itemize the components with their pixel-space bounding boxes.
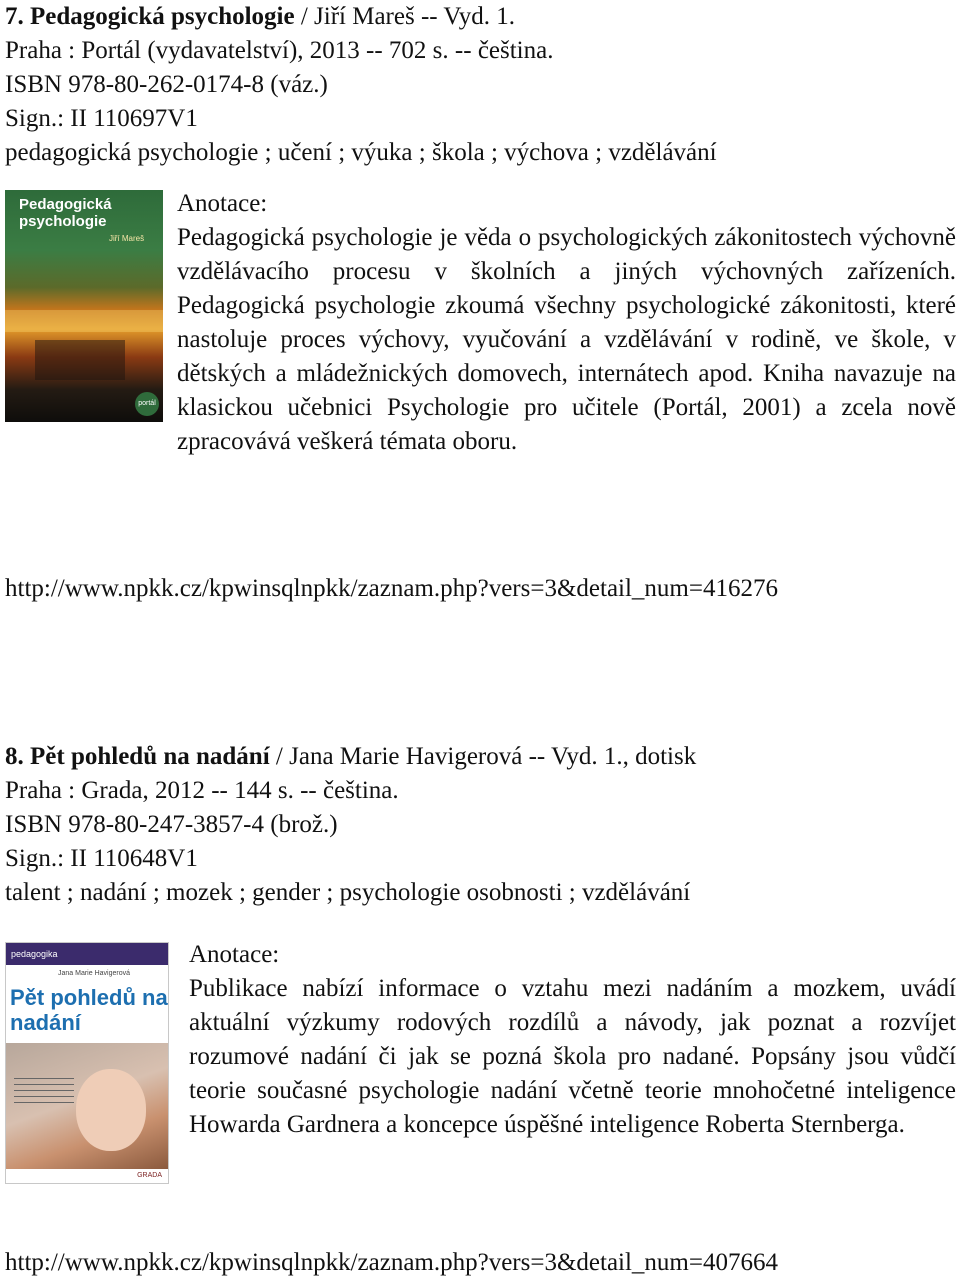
cover-art-shape <box>35 340 125 380</box>
record-title-line <box>5 0 956 34</box>
record-publisher: Praha : Grada, 2012 -- 144 s. -- čeština. <box>5 777 399 804</box>
record-number: 7. <box>5 3 24 30</box>
record-author-edition: / Jiří Mareš -- Vyd. 1. <box>294 3 515 30</box>
record-title: Pedagogická psychologie <box>30 3 295 30</box>
cover-series: pedagogika <box>6 943 168 965</box>
book-cover-image <box>5 942 169 1184</box>
cover-photo-face <box>76 1069 146 1151</box>
cover-author: Jana Marie Havigerová <box>58 970 130 977</box>
record-keywords: pedagogická psychologie ; učení ; výuka ; škola ; výchova ; vzdělávání <box>5 139 717 166</box>
cover-art-stripe <box>5 310 163 332</box>
cover-title: Pedagogická psychologie <box>19 196 112 230</box>
record-isbn: ISBN 978-80-247-3857-4 (brož.) <box>5 811 338 838</box>
annotation-label: Anotace: <box>189 941 280 968</box>
record-title-line <box>5 740 956 774</box>
record-signature: Sign.: II 110648V1 <box>5 845 198 872</box>
cover-publisher-logo: portál <box>135 392 159 416</box>
annotation-text: Pedagogická psychologie je věda o psychologických zákonitostech výchovně vzdělávacího procesu v školních a jiných výchovných zařízeních. Pedagogická psychologie zkoumá všechny psychologické zákonitosti, které nastoluje proces výchovy, vyučování a vzdělávání v rodině, ve škole, v dětských a mládežnických domovech, internátech apod. Kniha navazuje na klasickou učebnici Psychologie pro učitele (Portál, 2001) a zcela nově zpracovává veškerá témata oboru. <box>177 224 956 455</box>
record-number: 8. <box>5 743 24 770</box>
record-7 <box>5 0 956 459</box>
annotation-text: Publikace nabízí informace o vztahu mezi nadáním a mozkem, uvádí aktuální výzkumy rodových rozdílů a návody, jak poznat a rozvíjet rozumové nadání či jak se pozná škola pro nadané. Popsány jsou vůdčí teorie současné psychologie nadání včetně teorie mnohočetné inteligence Howarda Gardnera a koncepce úspěšné inteligence Roberta Sternberga. <box>189 975 956 1138</box>
cover-contents-list <box>14 1075 74 1135</box>
cover-publisher-logo: GRADA <box>137 1172 162 1179</box>
record-8 <box>5 740 956 1188</box>
record-author-edition: / Jana Marie Havigerová -- Vyd. 1., dotisk <box>269 743 697 770</box>
record-publisher: Praha : Portál (vydavatelství), 2013 -- 702 s. -- čeština. <box>5 37 554 64</box>
record-link[interactable]: http://www.npkk.cz/kpwinsqlnpkk/zaznam.php?vers=3&detail_num=416276 <box>5 575 778 602</box>
record-keywords: talent ; nadání ; mozek ; gender ; psychologie osobnosti ; vzdělávání <box>5 879 691 906</box>
record-isbn: ISBN 978-80-262-0174-8 (váz.) <box>5 71 328 98</box>
book-cover-image <box>5 190 163 422</box>
record-link[interactable]: http://www.npkk.cz/kpwinsqlnpkk/zaznam.php?vers=3&detail_num=407664 <box>5 1249 778 1276</box>
record-title: Pět pohledů na nadání <box>30 743 270 770</box>
annotation-label: Anotace: <box>177 190 268 217</box>
cover-author: Jiří Mareš <box>109 234 145 243</box>
cover-title: Pět pohledů na nadání <box>10 985 168 1035</box>
record-signature: Sign.: II 110697V1 <box>5 105 198 132</box>
